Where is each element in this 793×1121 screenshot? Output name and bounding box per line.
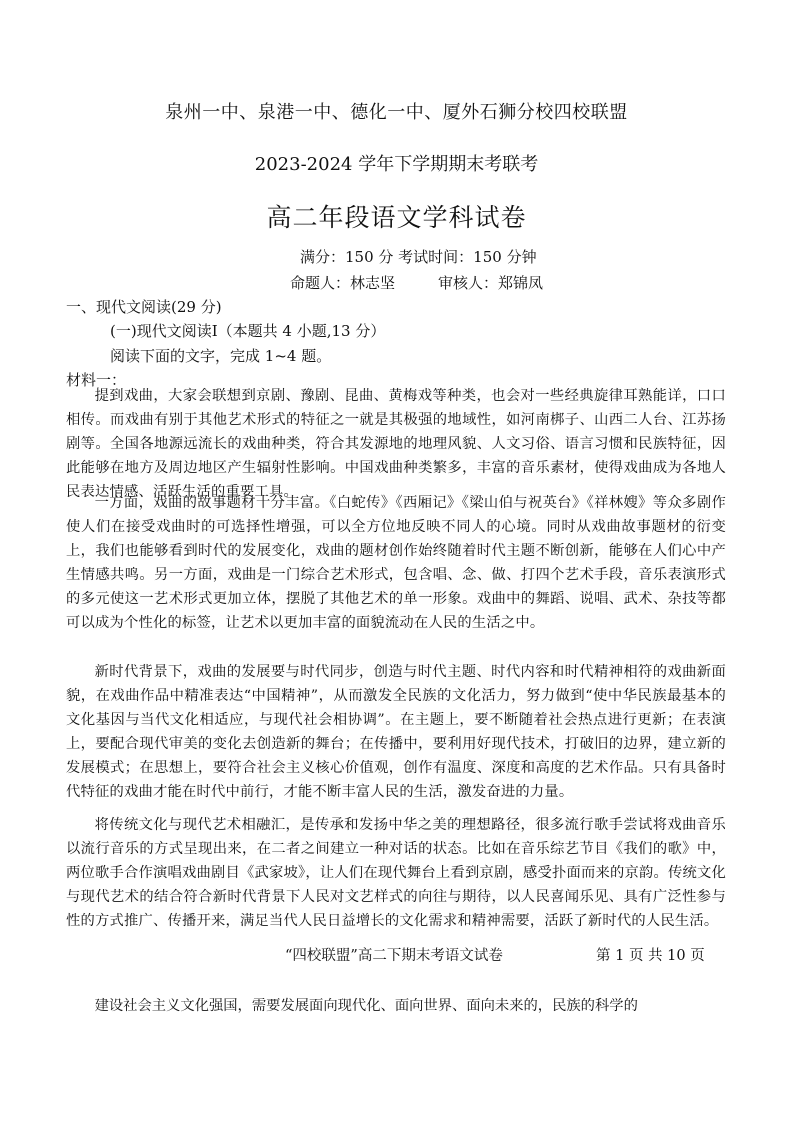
- body-paragraph: 提到戏曲，大家会联想到京剧、豫剧、昆曲、黄梅戏等种类，也会对一些经典旋律耳熟能详，口口相传。而戏曲有别于其他艺术形式的特征之一就是其极强的地域性，如河南梆子、山西二人台、江苏扬剧等。全国各地源远流长的戏曲种类，符合其发源地的地理风貌、人文习俗、语言习惯和民族特征，因此能够在地方及周边地区产生辐射性影响。中国戏曲种类繁多，丰富的音乐素材，使得戏曲成为各地人民表达情感、活跃生活的重要工具。: [66, 388, 726, 501]
- material-label: 材料一：: [66, 371, 127, 389]
- score-and-time: 满分：150 分 考试时间：150 分钟: [300, 248, 537, 266]
- footer-exam-name: “四校联盟”高二下期末考语文试卷: [285, 948, 503, 964]
- exam-term-heading: 2023-2024 学年下学期期末考联考: [254, 154, 539, 175]
- school-alliance-heading: 泉州一中、泉港一中、德化一中、厦外石狮分校四校联盟: [165, 102, 628, 123]
- body-paragraph: 将传统文化与现代艺术相融汇，是传承和发扬中华之美的理想路径，很多流行歌手尝试将戏曲音乐以流行音乐的方式呈现出来，在二者之间建立一种对话的状态。比如在音乐综艺节目《我们的歌》中，两位歌手合作演唱戏曲剧目《武家坡》，让人们在现代舞台上看到京剧，感受扑面而来的京韵。传统文化与现代艺术的结合符合新时代背景下人民对文艺样式的向往与期待，以人民喜闻乐见、具有广泛性参与性的方式推广、传播开来，满足当代人民日益增长的文化需求和精神需要，活跃了新时代的人民生活。: [66, 817, 726, 930]
- body-paragraph: 一方面，戏曲的故事题材十分丰富。《白蛇传》《西厢记》《梁山伯与祝英台》《祥林嫂》等众多剧作使人们在接受戏曲时的可选择性增强，可以全方位地反映不同人的心境。同时从戏曲故事题材的衍变上，我们也能够看到时代的发展变化，戏曲的题材创作始终随着时代主题不断创新，能够在人们心中产生情感共鸣。另一方面，戏曲是一门综合艺术形式，包含唱、念、做、打四个艺术手段，音乐表演形式的多元使这一艺术形式更加立体，摆脱了其他艺术的单一形象。戏曲中的舞蹈、说唱、武术、杂技等都可以成为个性化的标签，让艺术以更加丰富的面貌流动在人民的生活之中。: [66, 495, 726, 632]
- reading-instruction: 阅读下面的文字，完成 1~4 题。: [110, 347, 332, 365]
- next-page-continuation-text: 建设社会主义文化强国，需要发展面向现代化、面向世界、面向未来的，民族的科学的: [94, 998, 638, 1014]
- question-author: 命题人：林志坚: [290, 274, 396, 292]
- paper-title: 高二年段语文学科试卷: [266, 203, 527, 232]
- section-heading: 一、现代文阅读(29 分): [66, 298, 222, 316]
- footer-page-number: 第 1 页 共 10 页: [596, 948, 705, 964]
- subsection-heading: (一)现代文阅读Ⅰ（本题共 4 小题,13 分）: [110, 322, 386, 340]
- body-paragraph: 新时代背景下，戏曲的发展要与时代同步，创造与时代主题、时代内容和时代精神相符的戏曲新面貌，在戏曲作品中精准表达“中国精神”，从而激发全民族的文化活力，努力做到“使中华民族最基本的文化基因与当代文化相适应，与现代社会相协调”。在主题上，要不断随着社会热点进行更新；在表演上，要配合现代审美的变化去创造新的舞台；在传播中，要利用好现代技术，打破旧的边界，建立新的发展模式；在思想上，要符合社会主义核心价值观，创作有温度、深度和高度的艺术作品。只有具备时代特征的戏曲才能在时代中前行，才能不断丰富人民的生活，激发奋进的力量。: [66, 664, 726, 801]
- question-reviewer: 审核人：郑锦凤: [438, 274, 544, 292]
